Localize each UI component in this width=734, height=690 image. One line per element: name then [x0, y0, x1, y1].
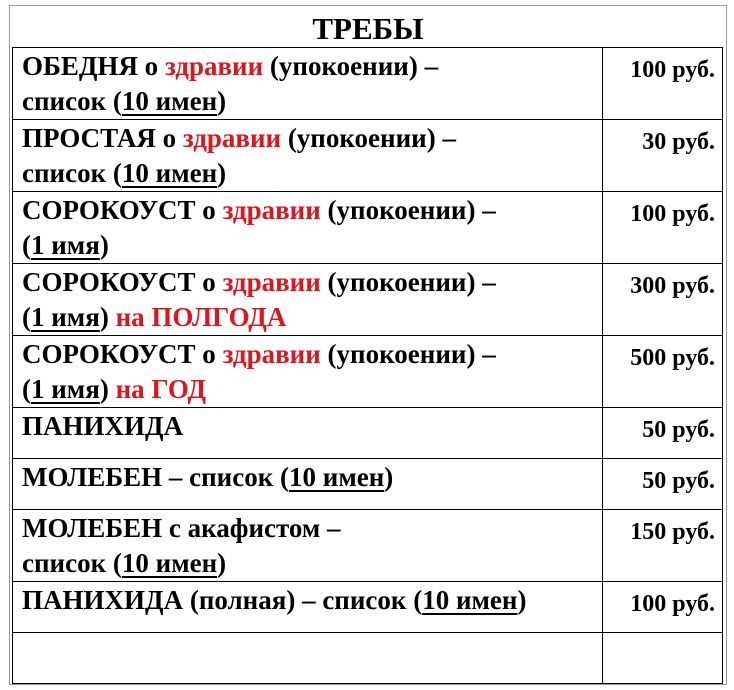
- table-row: [13, 408, 723, 459]
- price-cell: 30 руб.: [603, 120, 723, 192]
- price-cell: 100 руб.: [603, 48, 723, 120]
- service-text: СОРОКОУСТ о: [22, 267, 223, 297]
- price-cell: 100 руб.: [603, 192, 723, 264]
- table-row: [13, 459, 723, 510]
- service-line: [22, 121, 602, 156]
- underlined-text: 10 имен: [121, 86, 218, 116]
- price-cell: 50 руб.: [603, 459, 723, 510]
- service-cell: [13, 336, 603, 408]
- service-text: ПРОСТАЯ о: [22, 123, 183, 153]
- service-line: [22, 228, 602, 263]
- service-cell: [13, 264, 603, 336]
- service-text: (упокоении) –: [320, 339, 496, 369]
- service-text: (упокоении) –: [320, 195, 496, 225]
- service-text: СОРОКОУСТ о: [22, 339, 223, 369]
- table-row: [13, 633, 723, 684]
- table-row: [13, 510, 723, 582]
- service-text: ): [217, 548, 227, 578]
- underlined-text: 10 имен: [121, 548, 218, 578]
- table-row: [13, 120, 723, 192]
- service-text: ): [99, 374, 116, 404]
- service-text: ПАНИХИДА (полная) – список (: [22, 585, 423, 615]
- service-text: МОЛЕБЕН с акафистом –: [22, 513, 341, 543]
- service-text: МОЛЕБЕН – список (: [22, 462, 290, 492]
- service-text: список (: [22, 158, 122, 188]
- service-line: [22, 193, 602, 228]
- service-cell: [13, 459, 603, 510]
- service-text: ОБЕДНЯ о: [22, 51, 165, 81]
- service-cell: [13, 633, 603, 684]
- service-text: список (: [22, 86, 122, 116]
- underlined-text: 1 имя: [31, 230, 100, 260]
- service-cell: [13, 408, 603, 459]
- service-text: (: [22, 374, 31, 404]
- price-table: [12, 47, 723, 684]
- service-cell: [13, 48, 603, 120]
- table-row: [13, 264, 723, 336]
- service-line: [22, 337, 602, 372]
- service-line: [22, 546, 602, 581]
- service-text: ): [217, 158, 227, 188]
- service-cell: [13, 192, 603, 264]
- service-text: ПАНИХИДА: [22, 411, 184, 441]
- service-text: ): [99, 230, 109, 260]
- underlined-text: 10 имен: [422, 585, 518, 615]
- underlined-text: 1 имя: [31, 374, 100, 404]
- service-text: ): [517, 585, 527, 615]
- underlined-text: 10 имен: [289, 462, 385, 492]
- price-cell: 150 руб.: [603, 510, 723, 582]
- table-row: [13, 336, 723, 408]
- highlight-text: здравии: [222, 195, 321, 225]
- service-text: (упокоении) –: [281, 123, 456, 153]
- highlight-text: здравии: [164, 51, 264, 81]
- service-line: [22, 372, 602, 407]
- service-text: (: [22, 230, 31, 260]
- service-text: ): [217, 86, 227, 116]
- service-line: [22, 409, 602, 444]
- service-text: список (: [22, 548, 122, 578]
- highlight-text: на ПОЛГОДА: [115, 302, 287, 332]
- service-text: ): [99, 302, 116, 332]
- highlight-text: здравии: [222, 339, 321, 369]
- service-line: [22, 156, 602, 191]
- highlight-text: здравии: [222, 267, 321, 297]
- price-table-body: [13, 48, 723, 684]
- service-cell: [13, 120, 603, 192]
- service-cell: [13, 582, 603, 633]
- service-cell: [13, 510, 603, 582]
- underlined-text: 1 имя: [31, 302, 100, 332]
- service-text: (упокоении) –: [320, 267, 496, 297]
- page-title: ТРЕБЫ: [312, 11, 424, 46]
- service-text: СОРОКОУСТ о: [22, 195, 223, 225]
- service-line: [22, 460, 602, 495]
- price-cell: 300 руб.: [603, 264, 723, 336]
- price-cell: 50 руб.: [603, 408, 723, 459]
- table-row: [13, 192, 723, 264]
- highlight-text: здравии: [182, 123, 282, 153]
- service-text: (: [22, 302, 31, 332]
- service-line: [22, 511, 602, 546]
- highlight-text: на ГОД: [115, 374, 207, 404]
- table-row: [13, 48, 723, 120]
- table-row: [13, 582, 723, 633]
- price-cell: 500 руб.: [603, 336, 723, 408]
- service-line: [22, 84, 602, 119]
- service-text: (упокоении) –: [263, 51, 439, 81]
- price-cell: 100 руб.: [603, 582, 723, 633]
- service-line: [22, 300, 602, 335]
- service-line: [22, 583, 602, 618]
- service-line: [22, 265, 602, 300]
- underlined-text: 10 имен: [121, 158, 218, 188]
- service-line: [22, 49, 602, 84]
- service-text: ): [384, 462, 394, 492]
- price-cell: [603, 633, 723, 684]
